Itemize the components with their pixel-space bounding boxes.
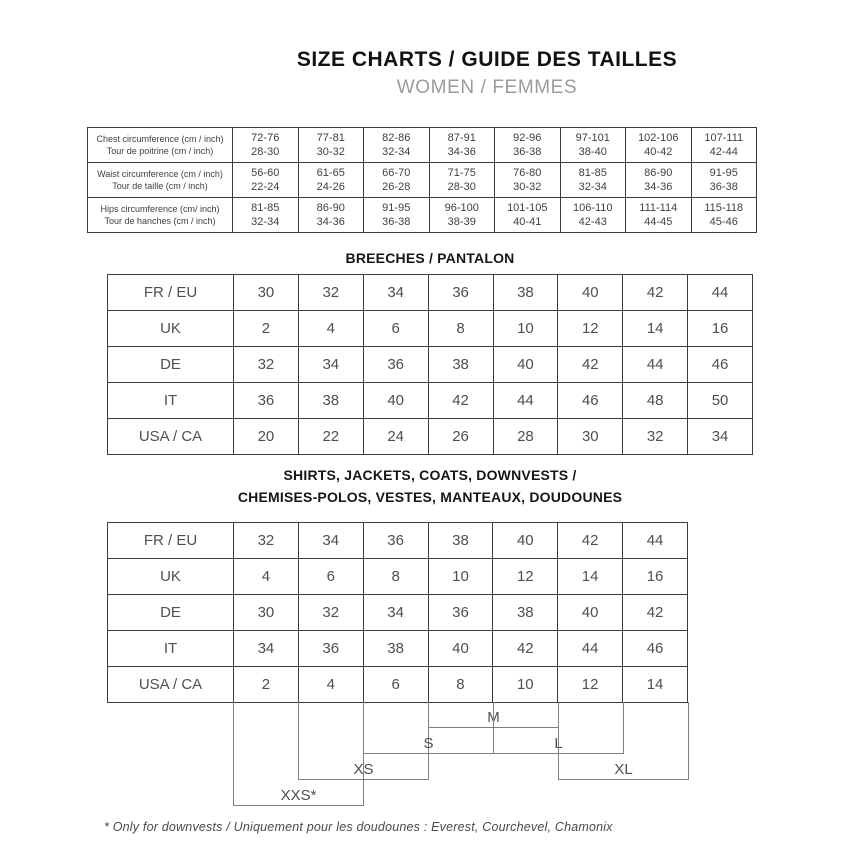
- measurement-label-fr: Tour de hanches (cm / inch): [104, 216, 216, 226]
- size-cell: 4: [234, 559, 299, 595]
- measurement-cell: [364, 198, 430, 233]
- size-row: [108, 631, 688, 667]
- size-cell: 6: [298, 559, 363, 595]
- measurement-inch-range: 45-46: [709, 216, 738, 228]
- size-row-label: FR / EU: [108, 275, 234, 311]
- breeches-size-table: [107, 274, 753, 455]
- measurement-cm-range: 102-106: [638, 132, 679, 144]
- measurement-cell: [233, 198, 299, 233]
- size-bracket-label: XS: [353, 761, 374, 778]
- measurement-cm-range: 77-81: [316, 132, 345, 144]
- size-cell: 40: [558, 595, 623, 631]
- size-cell: 2: [234, 667, 299, 703]
- measurement-inch-range: 40-42: [644, 146, 673, 158]
- size-cell: 36: [428, 275, 493, 311]
- size-cell: 44: [493, 383, 558, 419]
- size-cell: 36: [428, 595, 493, 631]
- size-row: [108, 311, 753, 347]
- measurement-inch-range: 34-36: [644, 181, 673, 193]
- measurement-inch-range: 38-40: [578, 146, 607, 158]
- measurement-cm-range: 101-105: [507, 202, 548, 214]
- size-cell: 42: [623, 595, 688, 631]
- measurement-cell: [298, 163, 364, 198]
- size-cell: 28: [493, 419, 558, 455]
- size-cell: 16: [688, 311, 753, 347]
- measurement-cm-range: 92-96: [513, 132, 542, 144]
- measurement-cell: [233, 163, 299, 198]
- size-cell: 20: [234, 419, 299, 455]
- size-cell: 34: [298, 523, 363, 559]
- measurement-row-label: [88, 163, 233, 198]
- size-cell: 30: [234, 275, 299, 311]
- size-row: [108, 419, 753, 455]
- size-cell: 34: [298, 347, 363, 383]
- measurement-cm-range: 81-85: [578, 167, 607, 179]
- size-cell: 8: [363, 559, 428, 595]
- measurement-cell: [364, 128, 430, 163]
- measurement-row-label: [88, 128, 233, 163]
- size-cell: 36: [234, 383, 299, 419]
- size-cell: 12: [493, 559, 558, 595]
- measurement-cm-range: 115-118: [704, 202, 744, 214]
- size-cell: 10: [493, 667, 558, 703]
- measurement-cm-range: 61-65: [316, 167, 345, 179]
- measurement-cell: [233, 128, 299, 163]
- size-cell: 32: [234, 523, 299, 559]
- size-cell: 14: [558, 559, 623, 595]
- size-row-label: DE: [108, 347, 234, 383]
- size-cell: 4: [298, 311, 363, 347]
- measurement-cell: [495, 198, 561, 233]
- size-cell: 42: [558, 347, 623, 383]
- measurement-cm-range: 72-76: [251, 132, 280, 144]
- size-cell: 34: [363, 595, 428, 631]
- size-cell: 42: [493, 631, 558, 667]
- size-row: [108, 347, 753, 383]
- page-subtitle: WOMEN / FEMMES: [396, 77, 578, 98]
- size-cell: 2: [234, 311, 299, 347]
- size-cell: 38: [428, 523, 493, 559]
- measurement-inch-range: 36-38: [709, 181, 738, 193]
- measurement-row-label: [88, 198, 233, 233]
- measurement-label-fr: Tour de poitrine (cm / inch): [106, 146, 214, 156]
- size-cell: 48: [623, 383, 688, 419]
- size-cell: 8: [428, 667, 493, 703]
- measurement-row: [88, 128, 757, 163]
- size-cell: 44: [688, 275, 753, 311]
- measurement-cm-range: 87-91: [447, 132, 476, 144]
- measurement-cell: [626, 128, 692, 163]
- measurement-inch-range: 30-32: [513, 181, 542, 193]
- size-bracket-xl: [558, 702, 689, 780]
- measurement-cm-range: 91-95: [382, 202, 411, 214]
- size-row-label: DE: [108, 595, 234, 631]
- size-row: [108, 595, 688, 631]
- size-cell: 42: [623, 275, 688, 311]
- measurement-label-en: Chest circumference (cm / inch): [96, 134, 224, 144]
- shirts-section-title-line1: SHIRTS, JACKETS, COATS, DOWNVESTS /: [283, 467, 577, 483]
- size-cell: 34: [234, 631, 299, 667]
- size-bracket-label: XXS*: [280, 787, 317, 804]
- measurement-inch-range: 38-39: [447, 216, 476, 228]
- measurement-cm-range: 86-90: [644, 167, 673, 179]
- shirts-section-title: [102, 464, 758, 508]
- size-cell: 40: [558, 275, 623, 311]
- size-cell: 36: [363, 347, 428, 383]
- measurement-inch-range: 26-28: [382, 181, 411, 193]
- size-row: [108, 275, 753, 311]
- measurement-cm-range: 66-70: [382, 167, 411, 179]
- measurement-cell: [691, 128, 757, 163]
- size-row: [108, 523, 688, 559]
- measurement-cell: [495, 163, 561, 198]
- measurement-cell: [691, 163, 757, 198]
- size-row-label: IT: [108, 383, 234, 419]
- measurement-cell: [429, 198, 495, 233]
- size-cell: 40: [493, 347, 558, 383]
- measurement-inch-range: 34-36: [447, 146, 476, 158]
- measurement-cm-range: 71-75: [447, 167, 476, 179]
- measurement-inch-range: 28-30: [251, 146, 280, 158]
- measurement-cm-range: 106-110: [572, 202, 613, 214]
- size-row-label: UK: [108, 311, 234, 347]
- size-cell: 6: [363, 667, 428, 703]
- size-cell: 24: [363, 419, 428, 455]
- measurement-cell: [560, 128, 626, 163]
- measurement-label-en: Hips circumference (cm/ inch): [100, 204, 220, 214]
- size-cell: 44: [623, 347, 688, 383]
- size-cell: 36: [298, 631, 363, 667]
- measurement-row: [88, 163, 757, 198]
- measurement-cm-range: 86-90: [316, 202, 345, 214]
- size-cell: 44: [623, 523, 688, 559]
- measurement-cm-range: 82-86: [382, 132, 411, 144]
- measurement-cell: [364, 163, 430, 198]
- measurement-cm-range: 81-85: [251, 202, 280, 214]
- measurement-cell: [626, 163, 692, 198]
- size-cell: 22: [298, 419, 363, 455]
- size-cell: 32: [234, 347, 299, 383]
- shirts-section-title-line2: CHEMISES-POLOS, VESTES, MANTEAUX, DOUDOUNES: [237, 489, 623, 505]
- page-title: SIZE CHARTS / GUIDE DES TAILLES: [296, 48, 678, 71]
- measurement-cell: [560, 163, 626, 198]
- size-cell: 38: [428, 347, 493, 383]
- measurement-cm-range: 111-114: [639, 202, 678, 214]
- size-cell: 40: [363, 383, 428, 419]
- size-cell: 34: [363, 275, 428, 311]
- size-row: [108, 383, 753, 419]
- measurement-inch-range: 28-30: [447, 181, 476, 193]
- measurement-cm-range: 56-60: [251, 167, 280, 179]
- size-cell: 46: [688, 347, 753, 383]
- size-cell: 44: [558, 631, 623, 667]
- measurement-cell: [429, 128, 495, 163]
- size-row-label: UK: [108, 559, 234, 595]
- measurement-inch-range: 36-38: [513, 146, 542, 158]
- measurement-cm-range: 76-80: [513, 167, 542, 179]
- measurement-inch-range: 32-34: [251, 216, 280, 228]
- size-row-label: USA / CA: [108, 419, 234, 455]
- size-cell: 8: [428, 311, 493, 347]
- size-cell: 32: [623, 419, 688, 455]
- measurement-inch-range: 36-38: [382, 216, 411, 228]
- shirts-size-table: [107, 522, 688, 703]
- size-cell: 32: [298, 275, 363, 311]
- measurement-cell: [298, 128, 364, 163]
- measurement-inch-range: 44-45: [644, 216, 673, 228]
- size-cell: 26: [428, 419, 493, 455]
- measurement-cm-range: 96-100: [444, 202, 479, 214]
- size-bracket-label: S: [423, 735, 434, 752]
- size-cell: 34: [688, 419, 753, 455]
- size-row-label: IT: [108, 631, 234, 667]
- measurement-inch-range: 42-44: [709, 146, 738, 158]
- size-row-label: USA / CA: [108, 667, 234, 703]
- size-cell: 14: [623, 667, 688, 703]
- measurement-inch-range: 32-34: [578, 181, 607, 193]
- size-cell: 38: [493, 275, 558, 311]
- size-cell: 30: [558, 419, 623, 455]
- size-bracket-label: L: [554, 735, 563, 752]
- measurement-cell: [429, 163, 495, 198]
- size-cell: 16: [623, 559, 688, 595]
- breeches-section-title: BREECHES / PANTALON: [345, 250, 515, 266]
- measurement-cm-range: 97-101: [575, 132, 610, 144]
- size-cell: 42: [428, 383, 493, 419]
- body-measurements-table: [87, 127, 757, 233]
- size-cell: 40: [428, 631, 493, 667]
- size-cell: 40: [493, 523, 558, 559]
- measurement-cell: [626, 198, 692, 233]
- measurement-cell: [560, 198, 626, 233]
- measurement-cell: [298, 198, 364, 233]
- letter-size-bracket-diagram: [107, 702, 690, 820]
- size-cell: 10: [428, 559, 493, 595]
- size-cell: 38: [493, 595, 558, 631]
- measurement-cell: [495, 128, 561, 163]
- measurement-inch-range: 32-34: [382, 146, 411, 158]
- size-row-label: FR / EU: [108, 523, 234, 559]
- measurement-cm-range: 107-111: [704, 132, 744, 144]
- size-cell: 50: [688, 383, 753, 419]
- measurement-label-en: Waist circumference (cm / inch): [97, 169, 223, 179]
- size-cell: 4: [298, 667, 363, 703]
- measurement-cell: [691, 198, 757, 233]
- size-bracket-label: M: [487, 709, 500, 726]
- measurement-row: [88, 198, 757, 233]
- size-cell: 30: [234, 595, 299, 631]
- measurement-inch-range: 24-26: [316, 181, 345, 193]
- downvests-footnote: * Only for downvests / Uniquement pour les doudounes : Everest, Courchevel, Chamonix: [104, 820, 613, 834]
- size-cell: 42: [558, 523, 623, 559]
- measurement-inch-range: 22-24: [251, 181, 280, 193]
- size-cell: 10: [493, 311, 558, 347]
- size-row: [108, 559, 688, 595]
- measurement-inch-range: 34-36: [316, 216, 345, 228]
- size-cell: 6: [363, 311, 428, 347]
- size-cell: 38: [298, 383, 363, 419]
- measurement-inch-range: 42-43: [578, 216, 607, 228]
- size-cell: 36: [363, 523, 428, 559]
- measurement-label-fr: Tour de taille (cm / inch): [112, 181, 208, 191]
- size-cell: 46: [623, 631, 688, 667]
- measurement-inch-range: 30-32: [316, 146, 345, 158]
- measurement-cm-range: 91-95: [709, 167, 738, 179]
- size-cell: 38: [363, 631, 428, 667]
- size-cell: 12: [558, 311, 623, 347]
- size-bracket-label: XL: [614, 761, 633, 778]
- size-cell: 46: [558, 383, 623, 419]
- size-cell: 14: [623, 311, 688, 347]
- measurement-inch-range: 40-41: [513, 216, 542, 228]
- size-cell: 12: [558, 667, 623, 703]
- size-row: [108, 667, 688, 703]
- size-cell: 32: [298, 595, 363, 631]
